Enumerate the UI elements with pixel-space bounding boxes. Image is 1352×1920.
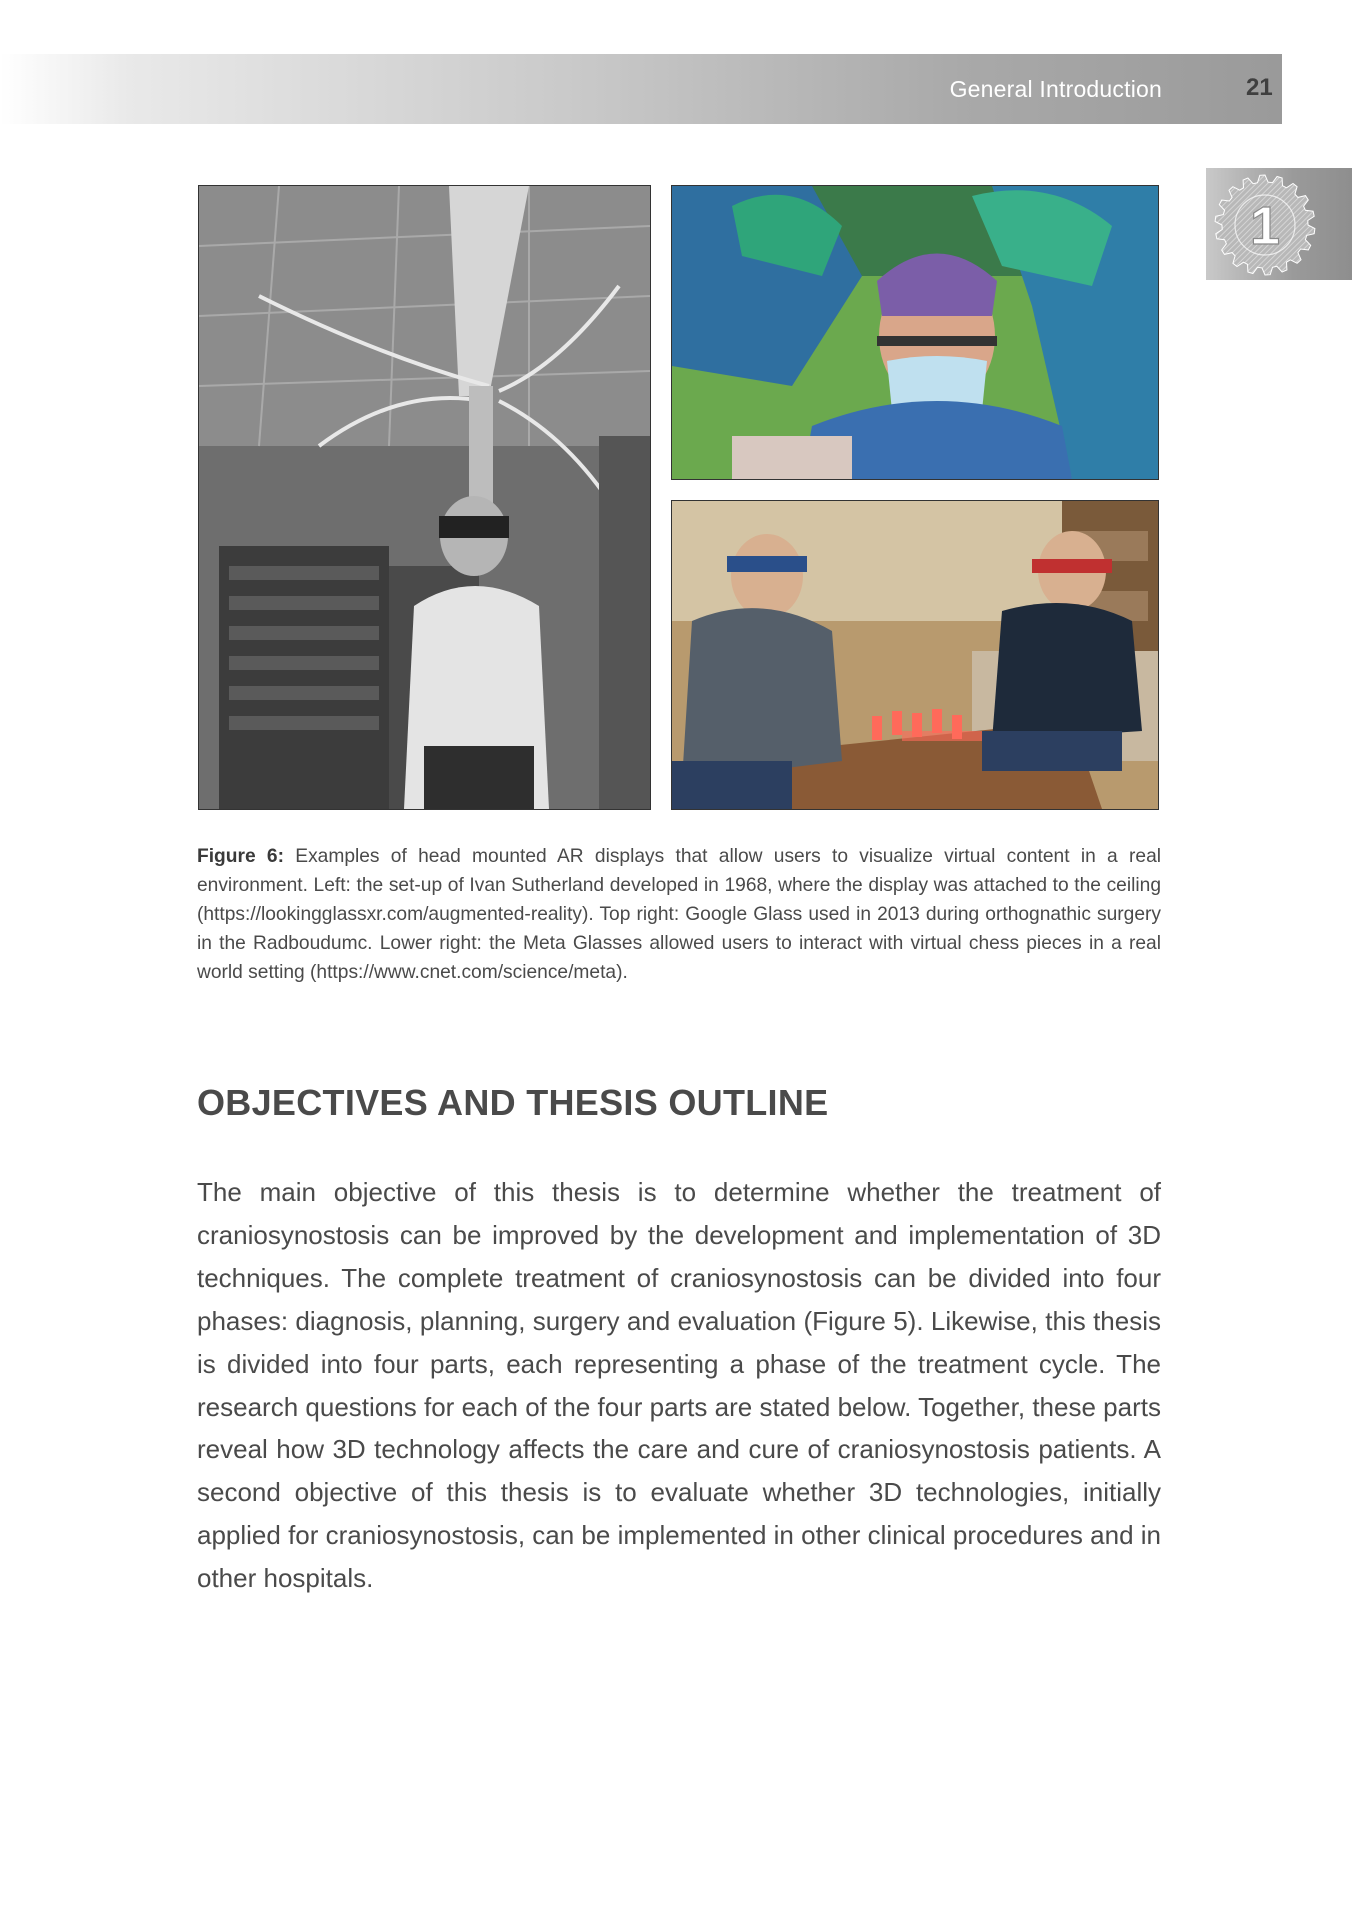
photo-meta-glasses-chess [671,500,1159,810]
figure-caption-label: Figure 6: [197,846,284,867]
photo-icon [199,186,650,809]
photo-ivan-sutherland-hmd [198,185,651,810]
photo-google-glass-surgery [671,185,1159,480]
body-paragraph: The main objective of this thesis is to determine whether the treatment of craniosynostosis can be improved by the development and implementation of 3D techniques. The complete treatment of craniosynostosis can be divided into four phases: diagnosis, planning, surgery and evaluation (Figure 5). Likewise, this thesis is divided into four parts, each representing a phase of the treatment cycle. The research questions for each of the four parts are stated below. Together, these parts reveal how 3D technology affects the care and cure of craniosynostosis patients. A second objective of this thesis is to evaluate whether 3D technologies, initially applied for craniosynostosis, can be implemented in other clinical procedures and in other hospitals. [197,1177,1161,1594]
gear-icon [1212,172,1318,278]
page-number: 21 [1246,74,1273,101]
photo-icon [672,186,1158,479]
running-title: General Introduction [949,76,1162,102]
chapter-badge [1212,172,1318,278]
section-heading: OBJECTIVES AND THESIS OUTLINE [197,1082,829,1123]
photo-icon [672,501,1158,809]
figure-caption-text: Examples of head mounted AR displays that allow users to visualize virtual content in a real environment. Left: the set-up of Ivan Sutherland developed in 1968, where the display was attached to the ceiling (https://lookingglassxr.com/augmented-reality). Top right: Google Glass used in 2013 during orthognathic surgery in the Radboudumc. Lower right: the Meta Glasses allowed users to interact with virtual chess pieces in a real world setting (https://www.cnet.com/science/meta). [197,846,1162,983]
figure-caption [197,842,1161,987]
chapter-number: 1 [1249,196,1281,256]
